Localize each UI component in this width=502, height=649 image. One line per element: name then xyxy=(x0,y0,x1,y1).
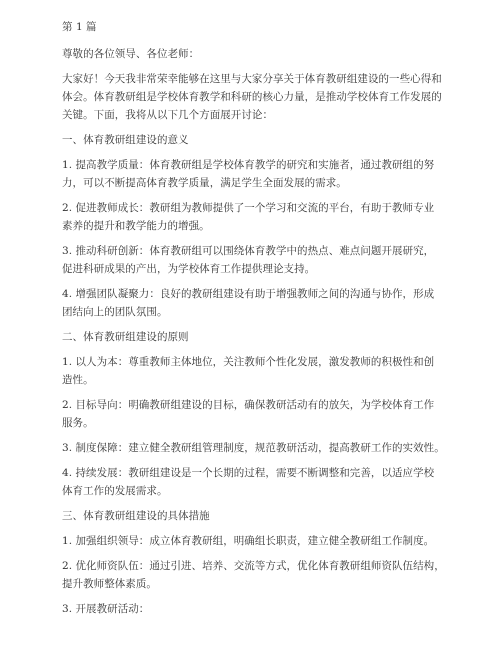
list-item-line: 造性。 xyxy=(62,374,94,386)
document-body xyxy=(62,18,467,625)
list-item-line: 1. 以人为本：尊重教师主体地位，关注教师个性化发展，激发教师的积极性和创 xyxy=(62,356,435,368)
list-item xyxy=(62,242,467,278)
list-item xyxy=(62,285,467,321)
list-item-line: 3. 推动科研创新：体育教研组可以围绕体育教学中的热点、难点问题开展研究， xyxy=(62,245,435,257)
list-item-line: 促进科研成果的产出，为学校体育工作提供理论支持。 xyxy=(62,263,316,275)
intro-line: 大家好！今天我非常荣幸能够在这里与大家分享关于体育教研组建设的一些心得和 xyxy=(62,73,442,85)
list-item-line: 3. 开展教研活动： xyxy=(62,603,150,615)
list-item-line: 4. 持续发展：教研组建设是一个长期的过程，需要不断调整和完善，以适应学校 xyxy=(62,467,435,479)
list-item-line: 体育工作的发展需求。 xyxy=(62,485,168,497)
list-item-line: 2. 优化师资队伍：通过引进、培养、交流等方式，优化体育教研组师资队伍结构， xyxy=(62,560,445,572)
list-item-line: 力，可以不断提高体育教学质量，满足学生全面发展的需求。 xyxy=(62,177,347,189)
list-item-line: 2. 目标导向：明确教研组建设的目标，确保教研活动有的放矢，为学校体育工作 xyxy=(62,399,435,411)
list-item xyxy=(62,600,467,618)
list-item xyxy=(62,156,467,192)
list-item xyxy=(62,464,467,500)
list-item xyxy=(62,532,467,550)
list-item-line: 团结向上的团队氛围。 xyxy=(62,306,168,318)
page-label: 第 1 篇 xyxy=(62,21,97,33)
intro-line: 体会。体育教研组是学校体育教学和科研的核心力量，是推动学校体育工作发展的 xyxy=(62,91,442,103)
intro-line: 关键。下面，我将从以下几个方面展开讨论： xyxy=(62,109,273,121)
salutation: 尊敬的各位领导、各位老师： xyxy=(62,48,200,60)
list-item xyxy=(62,353,467,389)
list-item xyxy=(62,199,467,235)
section-heading-3: 三、体育教研组建设的具体措施 xyxy=(62,510,210,522)
list-item-line: 2. 促进教师成长：教研组为教师提供了一个学习和交流的平台，有助于教师专业 xyxy=(62,202,435,214)
section-heading-1: 一、体育教研组建设的意义 xyxy=(62,134,189,146)
list-item-line: 4. 增强团队凝聚力：良好的教研组建设有助于增强教师之间的沟通与协作，形成 xyxy=(62,288,435,300)
list-item-line: 1. 加强组织领导：成立体育教研组，明确组长职责，建立健全教研组工作制度。 xyxy=(62,535,435,547)
list-item-line: 1. 提高教学质量：体育教研组是学校体育教学的研究和实施者，通过教研组的努 xyxy=(62,159,435,171)
list-item-line: 素养的提升和教学能力的增强。 xyxy=(62,220,210,232)
list-item-line: 提升教师整体素质。 xyxy=(62,578,157,590)
section-heading-2: 二、体育教研组建设的原则 xyxy=(62,331,189,343)
list-item xyxy=(62,396,467,432)
list-item-line: 3. 制度保障：建立健全教研组管理制度，规范教研活动，提高教研工作的实效性。 xyxy=(62,442,445,454)
list-item xyxy=(62,557,467,593)
list-item xyxy=(62,439,467,457)
intro-paragraph xyxy=(62,70,467,124)
list-item-line: 服务。 xyxy=(62,417,94,429)
